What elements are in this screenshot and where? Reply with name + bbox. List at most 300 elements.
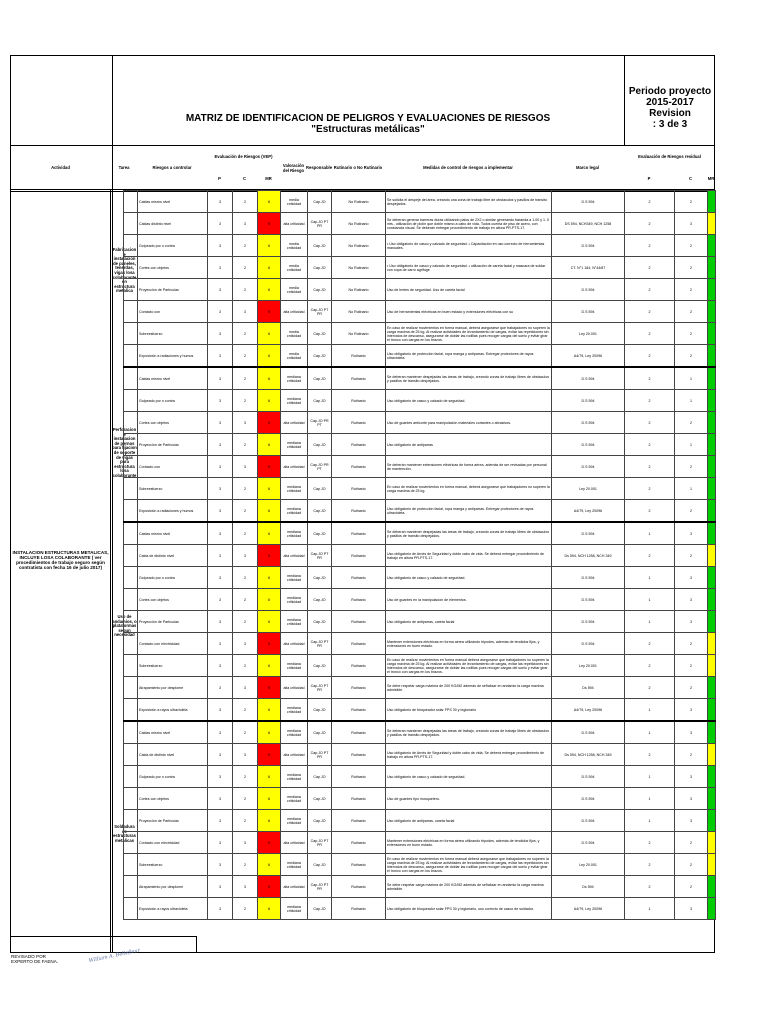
marco-legal-cell: D.S 594 [552,367,625,390]
marco-legal-cell: D.S 594 [552,390,625,412]
table-row [124,633,716,655]
header-valoracion: Valoración del Riesgo [282,162,305,173]
c-cell: 2 [233,235,258,257]
p-cell: 3 [208,367,233,390]
valoracion-cell: mediana criticidad [281,611,308,633]
marco-legal-cell: DS 594, NCH349, NCH 1258 [552,213,625,235]
risk-cell: Exposición a radiaciones y humos [138,345,208,368]
residual-mr-cell [708,545,716,567]
residual-p-cell: 2 [625,545,675,567]
valoracion-cell: alta criticidad [281,677,308,699]
task-spacer [124,545,138,567]
risk-cell: Proyección de Partículas [138,810,208,832]
residual-p-cell: 2 [625,832,675,854]
valoracion-cell: alta criticidad [281,832,308,854]
residual-mr-cell [708,898,716,920]
responsable-cell: Cap.JO [308,323,332,345]
p-cell: 3 [208,191,233,213]
c-cell: 3 [233,456,258,478]
control-measure-cell: Uso obligatorio de protección facial, ropa manga y antiparras. Entregar protectores de rayos ultravioleta. [386,500,552,523]
residual-mr-cell [708,589,716,611]
risk-cell: Contacto con electricidad [138,832,208,854]
residual-c-cell: 2 [675,655,708,677]
p-cell: 3 [208,898,233,920]
residual-c-cell: 1 [675,390,708,412]
header-residual: Evaluación de Riesgos residual [638,153,701,159]
table-row [124,500,716,523]
task-spacer [124,434,138,456]
marco-legal-cell: CT. N°1 184, N°44/87 [552,257,625,279]
residual-mr-cell [708,390,716,412]
c-cell: 2 [233,655,258,677]
residual-p-cell: 2 [625,412,675,434]
mr-cell: 9 [258,744,281,766]
rutinario-cell: Rutinario [332,744,386,766]
header-actividad: Actividad [51,165,70,170]
header-residual-mr: MR [707,176,715,181]
rutinario-cell: No Rutinario [332,279,386,301]
table-row [124,412,716,434]
residual-mr-cell [708,478,716,500]
residual-c-cell: 3 [675,721,708,744]
table-row [124,279,716,301]
table-row [124,721,716,744]
task-spacer [124,766,138,788]
task-spacer [124,522,138,545]
residual-p-cell: 1 [625,611,675,633]
residual-mr-cell [708,522,716,545]
residual-mr-cell [708,500,716,523]
risk-cell: Proyección de Partículas [138,434,208,456]
marco-legal-cell: A4/79, Ley 20096 [552,500,625,523]
task-spacer [124,367,138,390]
residual-mr-cell [708,345,716,368]
mr-cell: 6 [258,500,281,523]
risk-cell: Proyección de Partículas [138,279,208,301]
residual-mr-cell [708,766,716,788]
mr-cell: 6 [258,191,281,213]
mr-cell: 9 [258,412,281,434]
p-cell: 3 [208,478,233,500]
c-cell: 3 [233,832,258,854]
control-measure-cell: Mantener extensiones eléctricas en forma aérea utilizando tripodes, además de tendidos fijos, y extensiones en buen estado. [386,832,552,854]
residual-mr-cell [708,301,716,323]
residual-p-cell: 2 [625,876,675,898]
c-cell: 3 [233,633,258,655]
footer-box [10,936,197,953]
residual-p-cell: 2 [625,677,675,699]
responsable-cell: Cap.JO [308,766,332,788]
residual-mr-cell [708,854,716,876]
control-measure-cell: Uso obligatorio de Arnés de Seguridad y doble cabo de vida. Se deberá entregar procedimiento de trabajo en altura PR-PTS-17. [386,744,552,766]
marco-legal-cell: D.S 594 [552,191,625,213]
risk-cell: Atrapamiento por desplome [138,677,208,699]
marco-legal-cell: Ley 20.001 [552,323,625,345]
residual-c-cell: 3 [675,611,708,633]
valoracion-cell: mediana criticidad [281,367,308,390]
mr-cell: 6 [258,323,281,345]
residual-c-cell: 3 [675,810,708,832]
risk-cell: Caidas mismo nivel [138,522,208,545]
responsable-cell: Cap.JO [308,345,332,368]
control-measure-cell: En caso de realizar movimientos en forma manual, deberá asegurarse que trabajadores no superen la carga maxima de 25 kg. Al realizar actividades de levantamiento de cargas, evitar las repeticiones sin intervalos de descanso, asegurarse de doblar las rodillas pues recoger cargas del suelo y evitar girar el tronco con cargas en los brazos. [386,323,552,345]
rutinario-cell: No Rutinario [332,213,386,235]
valoracion-cell: alta criticidad [281,633,308,655]
task-spacer [124,721,138,744]
risk-cell: Contacto con [138,301,208,323]
task-label-3: Uso de andamios, o plataformas segun necesidad [112,614,137,638]
mr-cell: 6 [258,810,281,832]
residual-mr-cell [708,633,716,655]
p-cell: 3 [208,567,233,589]
task-spacer [124,898,138,920]
residual-c-cell: 2 [675,832,708,854]
valoracion-cell: alta criticidad [281,876,308,898]
control-measure-cell: En caso de realizar movimientos en forma manual deberá asegurarse que trabajadores no superen la carga maxima de 25 kg. Al realizar actividades de levantamiento de cargas, evitar las repeticiones sin intervalos de descanso, asegurarse de doblar las rodillas pues recoger cargas del suelo y evitar girar el tronco con cargas en los brazos. [386,655,552,677]
residual-p-cell: 1 [625,567,675,589]
mr-cell: 6 [258,766,281,788]
residual-p-cell: 1 [625,589,675,611]
marco-legal-cell: D.S 594 [552,522,625,545]
residual-c-cell: 3 [675,589,708,611]
period-line-1: Periodo proyecto [628,86,712,97]
residual-c-cell: 1 [675,434,708,456]
c-cell: 3 [233,744,258,766]
task-spacer [124,279,138,301]
residual-p-cell: 2 [625,434,675,456]
table-row [124,744,716,766]
responsable-cell: Cap.JO PT PR [308,832,332,854]
marco-legal-cell: D.S 594 [552,788,625,810]
mr-cell: 6 [258,854,281,876]
residual-c-cell: 3 [675,699,708,722]
valoracion-cell: mediana criticidad [281,478,308,500]
control-measure-cell: Se deberán mantener extensiones eléctricas de forma aérea, además de ser revisadas por personal de mantención. [386,456,552,478]
residual-c-cell: 2 [675,345,708,368]
rutinario-cell: Rutinario [332,699,386,722]
rutinario-cell: Rutinario [332,788,386,810]
task-spacer [124,478,138,500]
responsable-cell: Cap.JO [308,279,332,301]
task-label-1: Fabricacion e instalacion de paneles, tenerdas, vigas losa colaborante en estructura metalica [112,247,137,294]
table-row [124,213,716,235]
period-block [624,86,716,130]
residual-p-cell: 2 [625,655,675,677]
residual-p-cell: 1 [625,898,675,920]
residual-mr-cell [708,876,716,898]
header-tarea: Tarea [118,165,130,170]
control-measure-cell: Se deberan mantener despejadas las áreas de trabajo, creando zonas de trabajo libres de obstaculos y pasillos de transito despejados. [386,522,552,545]
residual-p-cell: 2 [625,235,675,257]
residual-c-cell: 2 [675,191,708,213]
table-row [124,522,716,545]
c-cell: 3 [233,412,258,434]
marco-legal-cell: D.S 594 [552,721,625,744]
control-measure-cell: • Uso obligatorio de casco y calzado de seguridad. • utilización de careta facial y mascara de soldar con copa de carro agrifuge [386,257,552,279]
rutinario-cell: Rutinario [332,478,386,500]
p-cell: 3 [208,434,233,456]
marco-legal-cell: Ds 594, NCH 1258, NCH 349 [552,744,625,766]
table-row [124,456,716,478]
c-cell: 2 [233,721,258,744]
mr-cell: 9 [258,876,281,898]
responsable-cell: Cap.JO [308,589,332,611]
residual-p-cell: 1 [625,766,675,788]
table-row [124,323,716,345]
risk-cell: Golpeado por o contra [138,235,208,257]
table-row [124,677,716,699]
control-measure-cell: Se deberan mantener despejadas las áreas de trabajo, creando zonas de trabajo libres de obstaculos y pasillos de transito despejados. [386,367,552,390]
valoracion-cell: media cnticidad [281,191,308,213]
residual-mr-cell [708,235,716,257]
control-measure-cell: Uso de guantes anticorte para manipulación materiales cortantes o abrasivos. [386,412,552,434]
p-cell: 3 [208,832,233,854]
residual-c-cell: 3 [675,788,708,810]
rutinario-cell: Rutinario [332,589,386,611]
table-row [124,390,716,412]
valoracion-cell: mediana criticidad [281,854,308,876]
risk-cell: Golpeado por o contra [138,390,208,412]
rutinario-cell: Rutinario [332,898,386,920]
risk-cell: Cortes con objetos [138,412,208,434]
risk-cell: Caidas mismo nivel [138,367,208,390]
responsable-cell: Cap.JO [308,898,332,920]
rutinario-cell: Rutinario [332,567,386,589]
c-cell: 2 [233,810,258,832]
marco-legal-cell: Ds 594 [552,876,625,898]
marco-legal-cell: D.S 594 [552,589,625,611]
control-measure-cell: Se solicita el despeje del área, creando una zona de trabajo libre de obstaculos y pasillos de transito despejados. [386,191,552,213]
header-marco-legal: Marco legal [575,165,600,170]
control-measure-cell: Uso de guantes tipo mosquetero. [386,788,552,810]
residual-c-cell: 3 [675,213,708,235]
period-line-3: : 3 de 3 [652,119,688,130]
responsable-cell: Cap.JO PR PT [308,412,332,434]
mr-cell: 9 [258,633,281,655]
control-measure-cell: Uso de guantes en la manipulación de elementos. [386,589,552,611]
task-spacer [124,854,138,876]
c-cell: 2 [233,191,258,213]
valoracion-cell: mediana criticidad [281,810,308,832]
residual-mr-cell [708,367,716,390]
residual-p-cell: 2 [625,191,675,213]
c-cell: 2 [233,279,258,301]
column-header-row [10,145,715,190]
residual-c-cell: 2 [675,545,708,567]
task-spacer [124,345,138,368]
responsable-cell: Cap.JO PT PR [308,213,332,235]
control-measure-cell: Uso obligatorio de antiparras, careta facial [386,611,552,633]
control-measure-cell: En caso de realizar movimientos en forma manual deberá asegurarse que trabajadores no superen la carga maxima de 25 kg. Al realizar actividades de levantamiento de cargas, evitar las repeticiones sin intervalos de descanso, asegurarse de doblar las rodillas pues recoger cargas del suelo y evitar girar el tronco con cargas en los brazos. [386,854,552,876]
rutinario-cell: Rutinario [332,412,386,434]
task-spacer [124,633,138,655]
activity-label: INSTALACION ESTRUCTURAS METALICAS, INCLUYE LOSA COLABORANTE ( ver procedimientos de trabajo seguro según contratista con fecha 16 de julio 2017) [12,550,109,570]
valoracion-cell: mediana criticidad [281,434,308,456]
responsable-cell: Cap.JO [308,390,332,412]
risk-cell: Sobreesfuerzo [138,655,208,677]
p-cell: 3 [208,766,233,788]
residual-c-cell: 1 [675,367,708,390]
p-cell: 3 [208,721,233,744]
valoracion-cell: mediana criticidad [281,589,308,611]
residual-c-cell: 2 [675,500,708,523]
c-cell: 2 [233,500,258,523]
rutinario-cell: Rutinario [332,390,386,412]
task-spacer [124,456,138,478]
residual-p-cell: 2 [625,301,675,323]
valoracion-cell: mediana criticidad [281,655,308,677]
rutinario-cell: Rutinario [332,345,386,368]
p-cell: 3 [208,456,233,478]
residual-p-cell: 2 [625,744,675,766]
control-measure-cell: • Uso obligatorio de casco y calzado de seguridad. • Capacitación en uso correcto de herramientas manuales. [386,235,552,257]
rutinario-cell: Rutinario [332,456,386,478]
responsable-cell: Cap.JO [308,655,332,677]
p-cell: 3 [208,257,233,279]
table-row [124,345,716,368]
header-rutinario: Rutinario o No Rutinario [333,165,383,170]
risk-cell: Cortes con objetos [138,589,208,611]
control-measure-cell: Se debe respetar carga máxima de 200 KG/M2 además de señalizar en andamio la carga maxima admisible. [386,677,552,699]
residual-c-cell: 2 [675,876,708,898]
table-row [124,832,716,854]
table-row [124,545,716,567]
table-row [124,301,716,323]
task-spacer [124,655,138,677]
table-row [124,898,716,920]
mr-cell: 6 [258,611,281,633]
control-measure-cell: Se deberan mantener despejadas las áreas de trabajo, creando zonas de trabajo libres de obstaculos y pasillos de transito despejados. [386,721,552,744]
task-spacer [124,589,138,611]
c-cell: 2 [233,898,258,920]
c-cell: 2 [233,699,258,722]
residual-c-cell: 2 [675,633,708,655]
rutinario-cell: Rutinario [332,545,386,567]
responsable-cell: Cap.JO [308,235,332,257]
residual-p-cell: 2 [625,633,675,655]
residual-mr-cell [708,279,716,301]
table-row [124,788,716,810]
residual-mr-cell [708,213,716,235]
table-row [124,655,716,677]
residual-p-cell: 2 [625,213,675,235]
responsable-cell: Cap.JO [308,567,332,589]
rutinario-cell: No Rutinario [332,257,386,279]
control-measure-cell: Uso obligatorio de antiparras [386,434,552,456]
mr-cell: 6 [258,788,281,810]
mr-cell: 9 [258,545,281,567]
task-spacer [124,390,138,412]
risk-cell: Sobreesfuerzo [138,854,208,876]
rutinario-cell: Rutinario [332,522,386,545]
p-cell: 3 [208,279,233,301]
table-row [124,367,716,390]
residual-c-cell: 2 [675,279,708,301]
marco-legal-cell: A4/79, Ley 20096 [552,898,625,920]
valoracion-cell: mediana criticidad [281,567,308,589]
valoracion-cell: mediana criticidad [281,500,308,523]
p-cell: 3 [208,500,233,523]
p-cell: 3 [208,412,233,434]
valoracion-cell: mediana criticidad [281,721,308,744]
marco-legal-cell: D.S 594 [552,412,625,434]
residual-c-cell: 2 [675,301,708,323]
header-p: P [218,176,221,181]
table-row [124,611,716,633]
document-subtitle: "Estructuras metálicas" [311,124,425,135]
mr-cell: 6 [258,390,281,412]
task-spacer [124,301,138,323]
table-row [124,567,716,589]
residual-mr-cell [708,412,716,434]
residual-mr-cell [708,788,716,810]
mr-cell: 6 [258,235,281,257]
valoracion-cell: media cnticidad [281,323,308,345]
valoracion-cell: alta criticidad [281,456,308,478]
residual-c-cell: 2 [675,456,708,478]
c-cell: 3 [233,876,258,898]
c-cell: 2 [233,522,258,545]
table-row [124,257,716,279]
responsable-cell: Cap.JO [308,522,332,545]
marco-legal-cell: D.S 594 [552,611,625,633]
mr-cell: 6 [258,345,281,368]
control-measure-cell: Uso obligatorio de casco y calzado de seguridad. [386,766,552,788]
mr-cell: 6 [258,257,281,279]
marco-legal-cell: Ley 20.001 [552,854,625,876]
table-row [124,235,716,257]
residual-mr-cell [708,456,716,478]
signature-image: William A. Bellefleur [88,947,141,965]
rutinario-cell: Rutinario [332,876,386,898]
responsable-cell: Cap.JO PT PR [308,677,332,699]
marco-legal-cell: Ds 594 [552,677,625,699]
marco-legal-cell: D.S 594 [552,456,625,478]
task-spacer [124,412,138,434]
residual-c-cell: 2 [675,257,708,279]
mr-cell: 6 [258,699,281,722]
residual-p-cell: 2 [625,367,675,390]
c-cell: 2 [233,434,258,456]
responsable-cell: Cap.JO PT PR [308,545,332,567]
table-row [124,766,716,788]
rutinario-cell: No Rutinario [332,301,386,323]
marco-legal-cell: Ds 594, NCH 1258, NCH 349 [552,545,625,567]
valoracion-cell: mediana criticidad [281,390,308,412]
c-cell: 2 [233,345,258,368]
residual-p-cell: 2 [625,854,675,876]
rutinario-cell: Rutinario [332,500,386,523]
risk-cell: Exposición a rayos ultravioleta [138,699,208,722]
risk-cell: Atrapamiento por desplome [138,876,208,898]
p-cell: 3 [208,545,233,567]
p-cell: 3 [208,301,233,323]
residual-c-cell: 3 [675,522,708,545]
risk-cell: Caida de distinto nivel [138,744,208,766]
rutinario-cell: Rutinario [332,434,386,456]
p-cell: 3 [208,633,233,655]
risk-cell: Golpeado por o contra [138,567,208,589]
control-measure-cell: Uso de lentes de seguridad. Uso de careta facial [386,279,552,301]
control-measure-cell: Uso obligatorio de antiparras, careta facial [386,810,552,832]
residual-mr-cell [708,721,716,744]
task-spacer [124,235,138,257]
reviewed-by-line-2: EXPERTO DE FAENA. [11,959,59,964]
risk-cell: Sobreesfuerzo [138,323,208,345]
valoracion-cell: mediana criticidad [281,699,308,722]
c-cell: 3 [233,301,258,323]
marco-legal-cell: A4/79, Ley 20096 [552,699,625,722]
